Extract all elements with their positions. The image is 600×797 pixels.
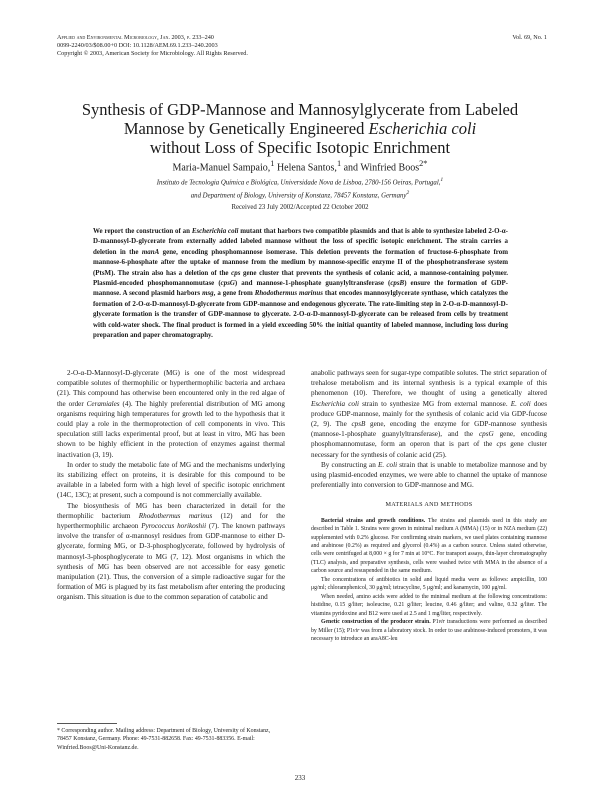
intro-paragraph-4: anabolic pathways seen for sugar-type compatible solutes. The strict separation of trehalose metabolism and its internal synthesis is a typical example of this phenomenon (10). Therefore, we thought of using a genetically altered Escherichia coli strain to synthesize MG from external mannose. E. coli does produce GDP-mannose, mainly for the synthesis of colanic acid via GDP-fucose (2, 9). The cpsB gene, encoding the enzyme for GDP-mannose synthesis (mannose-1-phosphate guanylyltransferase), and the cpsG gene, encoding phosphomannomutase, form an operon that is part of the cps gene cluster necessary for the synthesis of colanic acid (25). xyxy=(311,369,548,459)
footnote-rule xyxy=(57,723,117,724)
section-heading-methods: MATERIALS AND METHODS xyxy=(385,501,473,509)
intro-paragraph-3: The biosynthesis of MG has been characterized in detail for the thermophilic bacterium Rhodothermus marinus (12) and for the hyperthermophilic archaeon Pyrococcus horikoshii (7). The known pathways involve the transfer of α-mannosyl residues from GDP-mannose to either D-glycerate, forming MG, or D-3-phosphoglycerate, followed by hydrolysis of mannosyl-3-phosphoglycerate to MG (7, 12). Most organisms in which the synthesis of MG has been observed are not accessible for easy genetic manipulation (21). Thus, the conversion of a simple radioactive sugar for the formation of MG is plagued by its fast metabolism after entering the producing organism. This situation is due to the common separation of catabolic and xyxy=(57,501,285,602)
author-1-affil: 1 xyxy=(270,159,275,168)
copyright: Copyright © 2003, American Society for Microbiology. All Rights Reserved. xyxy=(57,50,248,57)
title-organism: Escherichia coli xyxy=(368,119,477,138)
body-column-left xyxy=(57,368,285,603)
affiliation-1: Instituto de Tecnologia Química e Biológica, Universidade Nova de Lisboa, 2780-156 Oeiras, Portugal, xyxy=(156,179,441,187)
methods-paragraph-4: Genetic construction of the producer strain. P1vir transductions were performed as described by Miller (15); P1vir was from a laboratory stock. In order to use arabinose-induced promoters, it was necessary to introduce an araA8C-leu xyxy=(311,619,547,642)
title-line-3: without Loss of Specific Isotopic Enrichment xyxy=(149,138,451,157)
author-3: and Winfried Boos xyxy=(341,162,420,174)
abstract: We report the construction of an Escherichia coli mutant that harbors two compatible plasmids and that is able to synthesize labeled 2-O-α-D-mannosyl-D-glycerate from externally added labeled mannose without the loss of specific isotopic enrichment. The strain carries a deletion in the manA gene, encoding phosphomannose isomerase. This deletion prevents the formation of fructose-6-phosphate from mannose-6-phosphate after the uptake of mannose from the medium by mannose-specific enzyme II of the phosphotransferase system (PtsM). The strain also has a deletion of the cps gene cluster that prevents the synthesis of colanic acid, a mannose-containing polymer. Plasmid-encoded phosphomannomutase (cpsG) and mannose-1-phosphate guanylyltransferase (cpsB) ensure the formation of GDP-mannose. A second plasmid harbors msg, a gene from Rhodothermus marinus that encodes mannosylglycerate synthase, which catalyzes the formation of 2-O-α-D-mannosyl-D-glycerate from GDP-mannose and endogenous glycerate. The rate-limiting step in 2-O-α-D-mannosyl-D-glycerate formation is the transfer of GDP-mannose to glycerate. 2-O-α-D-mannosyl-D-glycerate can be released from cells by treatment with cold-water shock. The final product is formed in a yield exceeding 50% the initial quantity of labeled mannose, including loss during preparation and paper chromatography. xyxy=(93,227,508,340)
issn-doi: 0099-2240/03/$08.00+0 DOI: 10.1128/AEM.69.1.233–240.2003 xyxy=(57,42,218,49)
title-line-2-pre: Mannose by Genetically Engineered xyxy=(123,119,369,138)
header-left xyxy=(57,34,477,58)
page-number: 233 xyxy=(294,774,306,782)
methods-text xyxy=(311,517,547,644)
title-line-1: Synthesis of GDP-Mannose and Mannosylglycerate from Labeled xyxy=(81,100,519,119)
affiliation-1-mark: 1 xyxy=(440,177,444,183)
affiliation-2-mark: 2 xyxy=(406,190,410,197)
body-column-right xyxy=(311,368,547,643)
volume-number: Vol. 69, No. 1 xyxy=(512,34,547,41)
intro-paragraph-2: In order to study the metabolic fate of MG and the mechanisms underlying its stabilizing effect on proteins, it is desirable for this compound to be available in a labeled form with a high level of specific isotopic enrichment (14C, 13C); at present, such a compound is not commercially available. xyxy=(57,460,285,500)
journal-citation: Applied and Environmental Microbiology, Jan. 2003, p. 233–240 xyxy=(57,34,214,41)
author-list xyxy=(40,159,560,173)
author-3-affil: 2* xyxy=(419,159,428,168)
received-dates: Received 23 July 2002/Accepted 22 October 2002 xyxy=(231,204,369,211)
author-1: Maria-Manuel Sampaio, xyxy=(172,162,271,174)
affiliations xyxy=(60,175,540,202)
intro-paragraph-5: By constructing an E. coli strain that is unable to metabolize mannose and by using plasmid-encoded enzymes, we were able to channel the uptake of mannose preferentially into conversion to GDP-mannose and MG. xyxy=(311,460,547,490)
methods-paragraph-3: When needed, amino acids were added to the minimal medium at the following concentrations: histidine, 0.15 g/liter; isoleucine, 0.21 g/liter; leucine, 0.46 g/liter; and valine, 0.32 g/liter. The vitamins pyridoxine and B12 were used at 2.5 and 1 mg/liter, respectively. xyxy=(311,593,547,617)
methods-paragraph-1: Bacterial strains and growth conditions. The strains and plasmids used in this study are described in Table 1. Strains were grown in minimal medium A (MMA) (15) or in NZA medium (22) supplemented with 0.2% glucose. For confirming strain markers, we used plates containing mannose and arabinose (0.2%) as required and glycerol (0.4%) as a carbon source. Unless stated otherwise, cells were centrifuged at 8,000 × g for 7 min at 10°C. For transport assays, thin-layer chromatography (TLC) analysis, and preparative synthesis, cells were washed twice with MMA in the absence of a carbon source and resuspended in the same medium. xyxy=(311,517,547,575)
intro-paragraph-1: 2-O-α-D-Mannosyl-D-glycerate (MG) is one of the most widespread compatible solutes of thermophilic or hyperthermophilic bacteria and archaea (21). This compound has otherwise been encountered only in the red algae of the order Ceramiales (4). The highly preferential distribution of MG among organisms requiring high temperatures for growth led to the hypothesis that it could play a role in the thermoprotection of cell components in vivo. This speculation still lacks experimental proof, but at least in vitro, MG has been shown to be highly efficient in the protection of enzymes against thermal inactivation (3, 19). xyxy=(57,369,285,459)
author-2-affil: 1 xyxy=(336,159,342,168)
methods-paragraph-2: The concentrations of antibiotics in solid and liquid media were as follows: ampicillin, 100 μg/ml; chloramphenicol, 30 μg/ml; tetracycline, 5 μg/ml; and kanamycin, 100 μg/ml. xyxy=(311,576,547,592)
author-2: Helena Santos, xyxy=(274,162,337,174)
affiliation-2: and Department of Biology, University of Konstanz, 78457 Konstanz, Germany xyxy=(190,192,407,200)
article-title xyxy=(40,100,560,157)
corresponding-author-footnote: * Corresponding author. Mailing address: Department of Biology, University of Konstanz, 78457 Konstanz, Germany. Phone: 49-7531-882658. Fax: 49-7531-883356. E-mail: Winfried.Boos@Uni-Konstanz.de. xyxy=(57,728,271,751)
